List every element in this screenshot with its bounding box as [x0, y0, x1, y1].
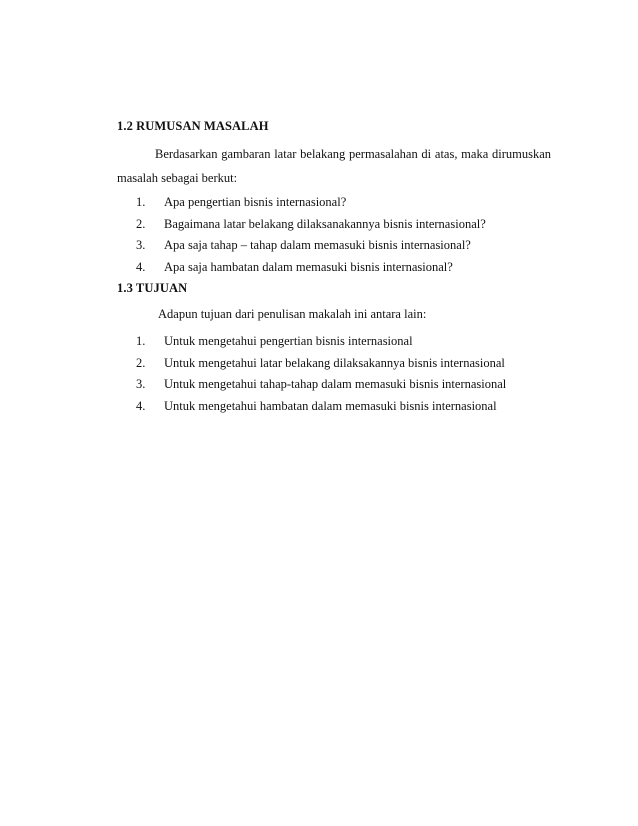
list-item-number: 1.	[136, 334, 146, 348]
list-item-number: 3.	[136, 238, 146, 252]
list-item-number: 2.	[136, 217, 146, 231]
list-item-number: 4.	[136, 399, 146, 413]
list-item-number: 4.	[136, 260, 146, 274]
list-item-text: Untuk mengetahui tahap-tahap dalam memasuki bisnis internasional	[164, 377, 507, 391]
list-item-text: Untuk mengetahui latar belakang dilaksakannya bisnis internasional	[164, 356, 505, 370]
list-item-text: Untuk mengetahui hambatan dalam memasuki bisnis internasional	[164, 399, 497, 413]
intro-paragraph-line-1: Berdasarkan gambaran latar belakang permasalahan di atas, maka dirumuskan	[155, 147, 551, 161]
tujuan-intro-paragraph: Adapun tujuan dari penulisan makalah ini antara lain:	[158, 307, 427, 321]
list-item-number: 1.	[136, 195, 146, 209]
section-heading-tujuan: 1.3 TUJUAN	[117, 281, 188, 295]
section-heading-rumusan-masalah: 1.2 RUMUSAN MASALAH	[117, 119, 269, 133]
list-item-text: Untuk mengetahui pengertian bisnis internasional	[164, 334, 413, 348]
list-item-text: Apa pengertian bisnis internasional?	[164, 195, 347, 209]
list-item-text: Apa saja hambatan dalam memasuki bisnis internasional?	[164, 260, 453, 274]
list-item-text: Apa saja tahap – tahap dalam memasuki bisnis internasional?	[164, 238, 471, 252]
list-item-number: 3.	[136, 377, 146, 391]
intro-paragraph-line-2: masalah sebagai berkut:	[117, 171, 238, 185]
list-item-text: Bagaimana latar belakang dilaksanakannya bisnis internasional?	[164, 217, 486, 231]
list-item-number: 2.	[136, 356, 146, 370]
